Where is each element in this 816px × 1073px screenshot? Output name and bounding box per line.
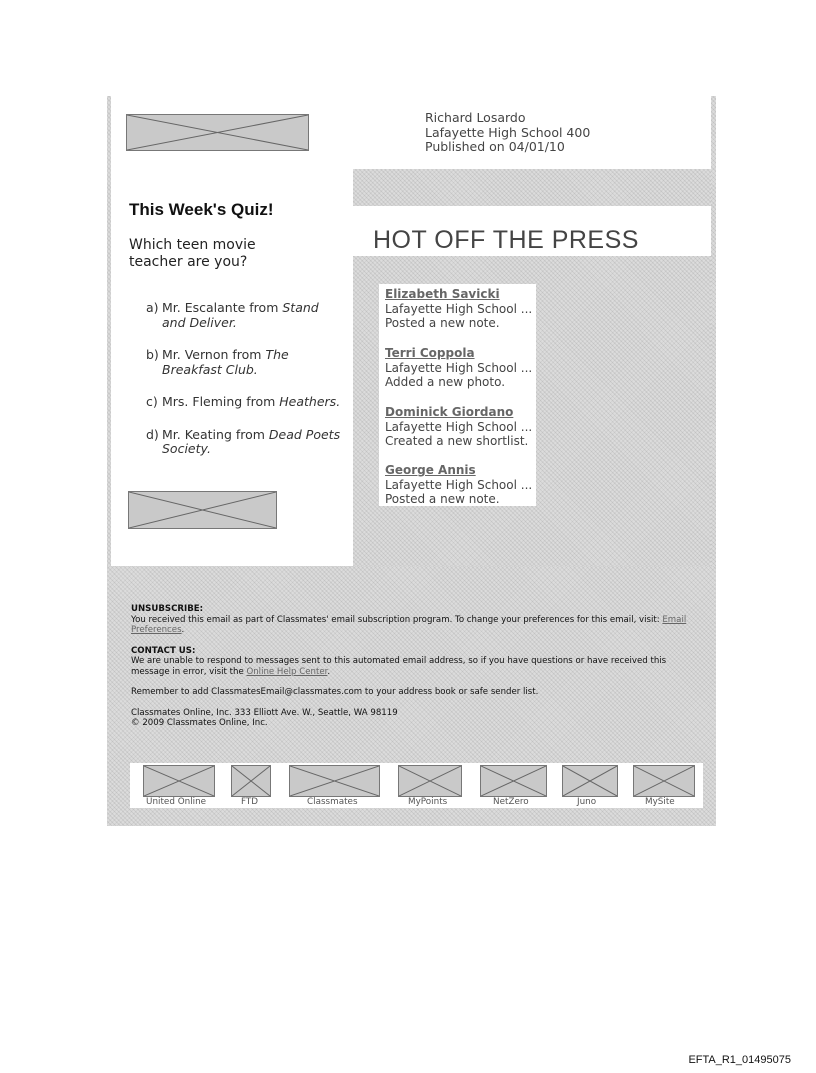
partner-logo-image[interactable] [633, 765, 695, 797]
activity-action: Posted a new note. [385, 492, 500, 506]
email-preferences-link[interactable]: Email Preferences [131, 614, 687, 635]
quiz-option [146, 301, 346, 330]
quiz-question: Which teen movie teacher are you? [129, 237, 256, 270]
quiz-option-text: Mr. Vernon from [162, 347, 266, 362]
activity-action: Created a new shortlist. [385, 434, 529, 448]
unsubscribe-heading: UNSUBSCRIBE: [131, 604, 204, 614]
partner-logo-image[interactable] [480, 765, 547, 797]
activity-item [385, 405, 537, 449]
quiz-option [146, 395, 346, 410]
header-logo-image [126, 114, 309, 151]
remember-text: Remember to add ClassmatesEmail@classmates.com to your address book or safe sender list. [131, 687, 539, 697]
document-id: EFTA_R1_01495075 [688, 1054, 791, 1066]
activity-item [385, 463, 537, 507]
activity-item [385, 287, 537, 331]
quiz-option-letter: c) [146, 394, 158, 409]
quiz-options [146, 301, 346, 475]
quiz-option [146, 348, 346, 377]
contact-heading: CONTACT US: [131, 645, 196, 656]
copyright: © 2009 Classmates Online, Inc. [131, 718, 268, 728]
published-date: Published on 04/01/10 [425, 139, 565, 154]
quiz-option-movie: The Breakfast Club. [162, 347, 289, 377]
activity-action: Added a new photo. [385, 375, 506, 389]
email-meta [425, 111, 590, 155]
online-help-center-link[interactable]: Online Help Center [246, 666, 328, 677]
activity-name[interactable]: George Annis [385, 463, 476, 477]
partner-logo-label[interactable]: Classmates [307, 797, 358, 807]
quiz-option-movie: Dead Poets Society. [162, 426, 341, 456]
activity-panel [379, 284, 536, 506]
sender-name: Richard Losardo [425, 110, 526, 125]
partner-logo-strip [130, 763, 703, 808]
partner-logo-image[interactable] [143, 765, 215, 797]
left-border-stripe [107, 96, 111, 566]
partner-logo-label[interactable]: United Online [146, 797, 207, 807]
activity-action: Posted a new note. [385, 316, 500, 330]
activity-school: Lafayette High School ... [385, 419, 533, 434]
quiz-option-letter: a) [146, 300, 159, 315]
partner-logo-label[interactable]: MyPoints [408, 797, 448, 807]
partner-logo-label[interactable]: MySite [645, 797, 675, 807]
quiz-button-image[interactable] [128, 491, 277, 529]
partner-logo-label[interactable]: NetZero [493, 797, 529, 807]
quiz-option-text: Mr. Keating from [162, 426, 269, 442]
partner-logo-label[interactable]: Juno [577, 797, 597, 807]
partner-logo-label[interactable]: FTD [241, 797, 259, 807]
partner-logo-image[interactable] [562, 765, 618, 797]
company-address: Classmates Online, Inc. 333 Elliott Ave. W., Seattle, WA 98119 [131, 707, 398, 718]
quiz-option-movie: Stand and Deliver. [162, 300, 319, 330]
activity-school: Lafayette High School ... [385, 477, 533, 492]
footer [107, 566, 716, 826]
activity-name[interactable]: Elizabeth Savicki [385, 287, 500, 301]
quiz-option-text: Mr. Escalante from [162, 300, 283, 315]
quiz-option-text: Mrs. Fleming from [162, 394, 280, 409]
contact-text: We are unable to respond to messages sent to this automated email address, so if you have questions or have received this message in error, visit the Online Help Center. [131, 656, 667, 677]
quiz-option [146, 428, 346, 457]
quiz-option-letter: b) [146, 347, 159, 362]
quiz-option-movie: Heathers. [279, 394, 341, 409]
activity-name[interactable]: Terri Coppola [385, 346, 475, 360]
press-title: HOT OFF THE PRESS [373, 226, 639, 254]
partner-logo-image[interactable] [231, 765, 271, 797]
partner-logo-image[interactable] [398, 765, 462, 797]
quiz-title: This Week's Quiz! [129, 200, 274, 219]
quiz-option-letter: d) [146, 426, 159, 442]
activity-name[interactable]: Dominick Giordano [385, 405, 514, 419]
partner-logo-image[interactable] [289, 765, 380, 797]
activity-school: Lafayette High School ... [385, 360, 533, 375]
right-border-stripe [711, 96, 716, 566]
activity-school: Lafayette High School ... [385, 301, 533, 316]
school-name: Lafayette High School 400 [425, 124, 591, 140]
right-column-top-band [353, 169, 711, 206]
activity-item [385, 346, 537, 390]
unsubscribe-text: You received this email as part of Classmates' email subscription program. To change your preferences for this email, visit: Email Preferences. [131, 614, 687, 635]
footer-text [131, 604, 696, 729]
